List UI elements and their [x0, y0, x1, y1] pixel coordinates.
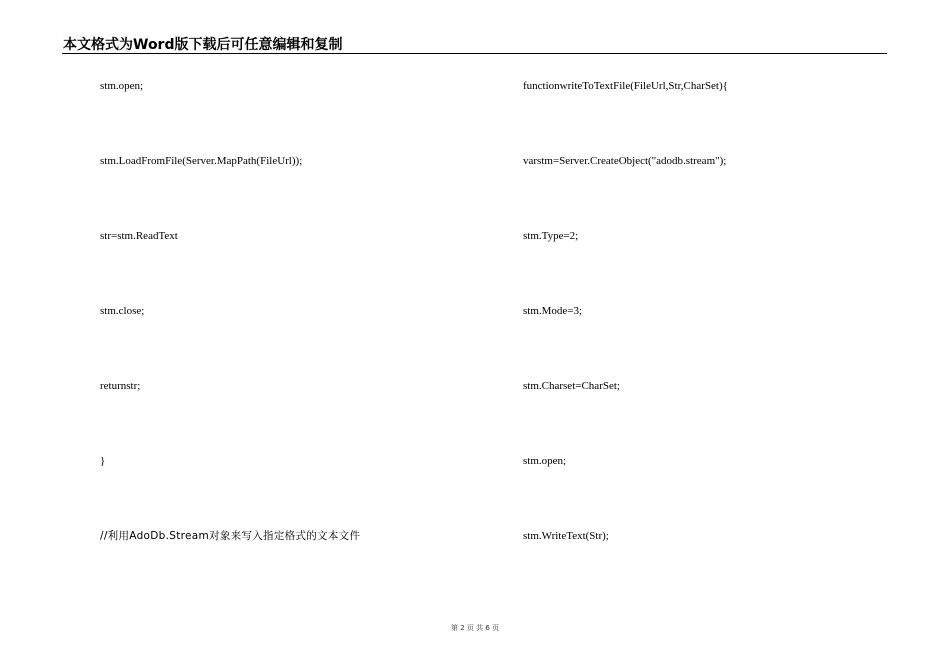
- code-line: stm.WriteText(Str);: [523, 530, 609, 542]
- page-header-title: 本文格式为Word版下载后可任意编辑和复制: [63, 37, 343, 53]
- code-line: stm.Charset=CharSet;: [523, 380, 620, 392]
- page-number-footer: 第 2 页 共 6 页: [450, 624, 500, 632]
- code-line: varstm=Server.CreateObject("adodb.stream");: [523, 155, 727, 167]
- code-line: stm.Mode=3;: [523, 305, 583, 317]
- code-line: returnstr;: [100, 380, 141, 392]
- code-line: functionwriteToTextFile(FileUrl,Str,CharSet){: [523, 80, 728, 92]
- header-divider: [62, 53, 887, 54]
- code-line: stm.close;: [100, 305, 145, 317]
- code-line: str=stm.ReadText: [100, 230, 178, 242]
- code-line: stm.LoadFromFile(Server.MapPath(FileUrl));: [100, 155, 303, 167]
- code-comment-line: //利用AdoDb.Stream对象来写入指定格式的文本文件: [100, 530, 361, 542]
- code-line: stm.open;: [523, 455, 567, 467]
- code-line: stm.Type=2;: [523, 230, 579, 242]
- code-line: }: [100, 455, 106, 467]
- code-line: stm.open;: [100, 80, 144, 92]
